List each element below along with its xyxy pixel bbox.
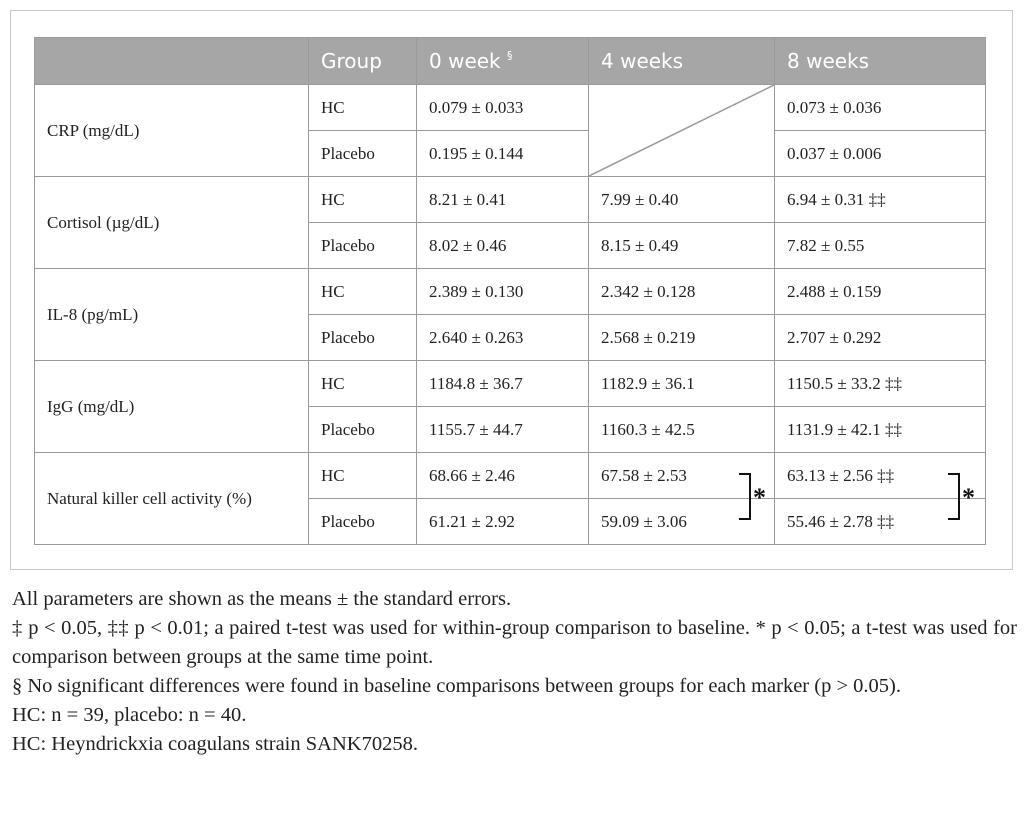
- table-footnotes: [12, 585, 1017, 759]
- header-group: Group: [309, 38, 417, 85]
- group-cell: Placebo: [309, 223, 417, 269]
- value-cell: 1131.9 ± 42.1 ‡‡: [775, 407, 986, 453]
- value-cell: [589, 453, 775, 512]
- significance-star: *: [753, 483, 766, 512]
- value-cell: 8.02 ± 0.46: [417, 223, 589, 269]
- parameter-cell: CRP (mg/dL): [35, 85, 309, 177]
- group-cell: HC: [309, 269, 417, 315]
- value-text: 63.13 ± 2.56 ‡‡: [787, 465, 895, 485]
- group-cell: Placebo: [309, 499, 417, 545]
- header-row: [35, 38, 986, 85]
- results-table: [34, 37, 986, 545]
- value-text: 67.58 ± 2.53: [601, 465, 687, 485]
- header-0-week: 0 week §: [417, 38, 589, 85]
- value-cell: 0.079 ± 0.033: [417, 85, 589, 131]
- table-row: [35, 361, 986, 407]
- value-cell: 1160.3 ± 42.5: [589, 407, 775, 453]
- table-row: [35, 177, 986, 223]
- footnote: HC: Heyndrickxia coagulans strain SANK70258.: [12, 733, 418, 755]
- value-cell: 1155.7 ± 44.7: [417, 407, 589, 453]
- value-cell: 2.342 ± 0.128: [589, 269, 775, 315]
- value-cell: 7.82 ± 0.55: [775, 223, 986, 269]
- group-cell: Placebo: [309, 407, 417, 453]
- value-cell: 1150.5 ± 33.2 ‡‡: [775, 361, 986, 407]
- empty-diagonal-cell: [589, 85, 775, 177]
- value-cell: 68.66 ± 2.46: [417, 453, 589, 499]
- footnote: All parameters are shown as the means ± the standard errors.: [12, 588, 512, 610]
- group-cell: Placebo: [309, 315, 417, 361]
- diagonal-line: [589, 85, 774, 176]
- parameter-cell: IL-8 (pg/mL): [35, 269, 309, 361]
- value-cell: 1184.8 ± 36.7: [417, 361, 589, 407]
- group-cell: HC: [309, 85, 417, 131]
- section-mark: §: [507, 49, 513, 62]
- header-8-weeks: 8 weeks: [775, 38, 986, 85]
- value-cell: 8.15 ± 0.49: [589, 223, 775, 269]
- header-4-weeks: 4 weeks: [589, 38, 775, 85]
- value-cell: 55.46 ± 2.78 ‡‡: [775, 499, 986, 545]
- footnote: ‡ p < 0.05, ‡‡ p < 0.01; a paired t-test was used for within-group comparison to baseline. * p < 0.05; a t-test was used for comparison between groups at the same time point.: [12, 617, 1017, 668]
- group-cell: HC: [309, 177, 417, 223]
- significance-star: *: [962, 483, 975, 512]
- header-parameter: [35, 38, 309, 85]
- table-row: [35, 453, 986, 499]
- group-cell: HC: [309, 453, 417, 499]
- value-cell: 1182.9 ± 36.1: [589, 361, 775, 407]
- table-row: [35, 85, 986, 131]
- value-cell: 2.707 ± 0.292: [775, 315, 986, 361]
- value-cell: 2.568 ± 0.219: [589, 315, 775, 361]
- value-cell: 7.99 ± 0.40: [589, 177, 775, 223]
- value-cell: 2.488 ± 0.159: [775, 269, 986, 315]
- group-cell: Placebo: [309, 131, 417, 177]
- value-cell: 61.21 ± 2.92: [417, 499, 589, 545]
- group-cell: HC: [309, 361, 417, 407]
- table-row: [35, 269, 986, 315]
- value-cell: 8.21 ± 0.41: [417, 177, 589, 223]
- value-cell: 0.073 ± 0.036: [775, 85, 986, 131]
- value-cell: 0.195 ± 0.144: [417, 131, 589, 177]
- parameter-cell: IgG (mg/dL): [35, 361, 309, 453]
- value-cell: 2.389 ± 0.130: [417, 269, 589, 315]
- value-cell: 59.09 ± 3.06: [589, 499, 775, 545]
- value-cell: 6.94 ± 0.31 ‡‡: [775, 177, 986, 223]
- value-cell: 2.640 ± 0.263: [417, 315, 589, 361]
- footnote: HC: n = 39, placebo: n = 40.: [12, 704, 247, 726]
- parameter-cell: Cortisol (µg/dL): [35, 177, 309, 269]
- value-cell: [775, 453, 986, 512]
- parameter-cell: Natural killer cell activity (%): [35, 453, 309, 545]
- value-cell: 0.037 ± 0.006: [775, 131, 986, 177]
- footnote: § No significant differences were found in baseline comparisons between groups for each marker (p > 0.05).: [12, 675, 901, 697]
